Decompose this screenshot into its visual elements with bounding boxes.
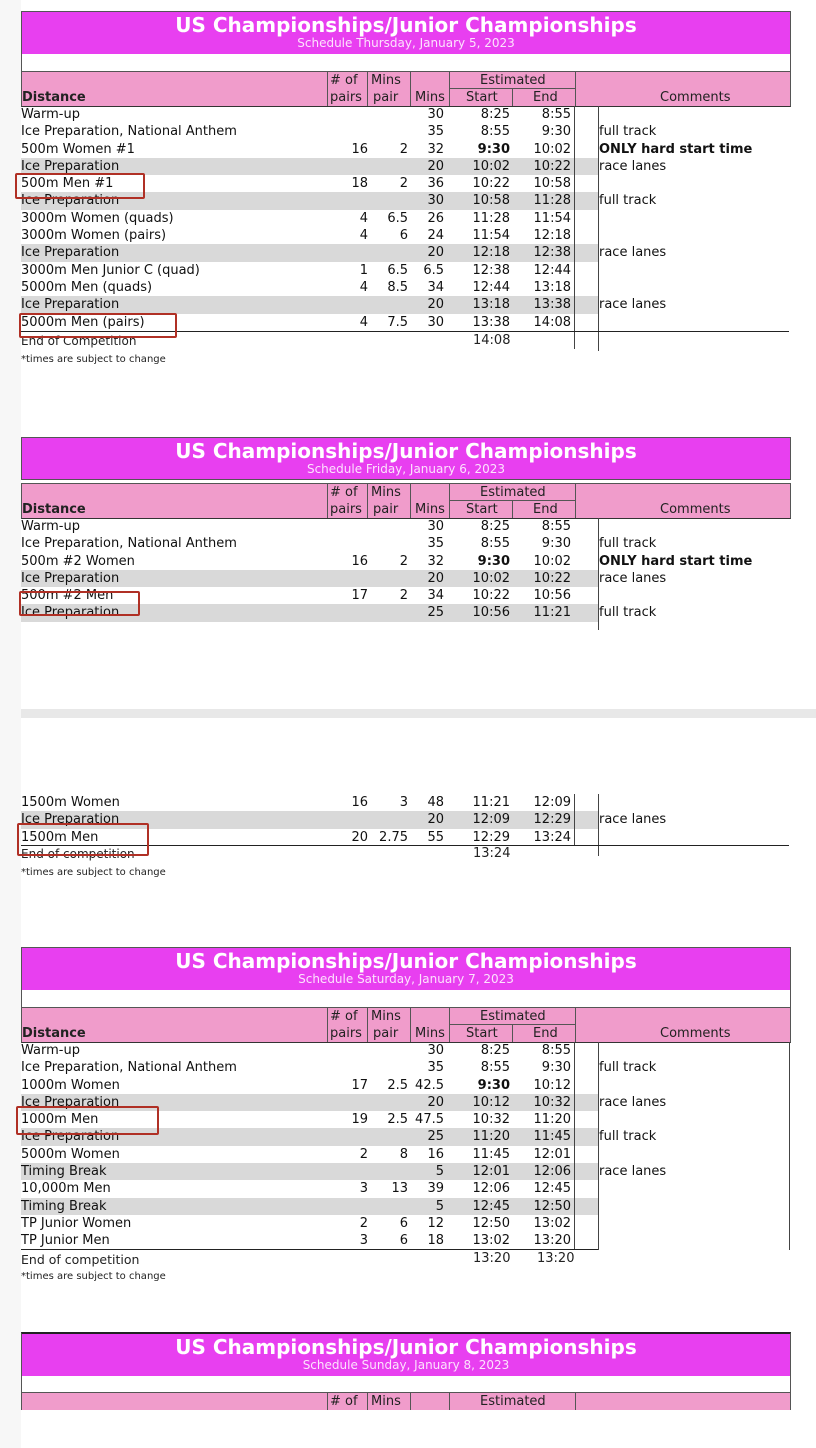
distance-cell: 500m Men #1 <box>21 176 114 192</box>
header-estimated: Estimated <box>480 73 546 88</box>
mins-per-pair-cell: 13 <box>391 1181 408 1197</box>
start-time-cell: 8:55 <box>480 1060 510 1076</box>
table-row <box>21 1077 816 1094</box>
table-row <box>21 535 816 552</box>
mins-cell: 32 <box>427 553 444 569</box>
start-time-cell: 10:02 <box>472 158 510 174</box>
start-time-cell: 8:25 <box>480 107 510 122</box>
mins-cell: 20 <box>427 297 444 313</box>
mins-cell: 47.5 <box>415 1112 444 1128</box>
pairs-cell: 2 <box>359 1146 368 1162</box>
pairs-cell: 3 <box>359 1233 368 1249</box>
header-pairs-top: # of <box>330 1009 358 1024</box>
header-pairs-bottom: pairs <box>330 502 362 517</box>
end-label: End of competition <box>21 1252 140 1267</box>
start-time-cell: 8:55 <box>480 536 510 552</box>
header-pairs-top: # of <box>330 73 358 88</box>
distance-cell: Timing Break <box>21 1164 107 1180</box>
table-row <box>21 227 816 244</box>
mins-per-pair-cell: 8 <box>399 1146 408 1162</box>
end-time-cell: 8:55 <box>541 519 571 534</box>
distance-cell: TP Junior Women <box>21 1215 132 1231</box>
start-time-cell: 12:44 <box>472 279 510 295</box>
distance-cell: 500m #2 Women <box>21 553 135 569</box>
header-pairs-top: # of <box>330 485 358 500</box>
start-time-cell: 10:56 <box>472 605 510 621</box>
start-time-cell: 12:18 <box>472 245 510 261</box>
distance-cell: 1000m Men <box>21 1112 99 1128</box>
schedule-banner <box>21 11 791 55</box>
mins-cell: 25 <box>427 605 444 621</box>
table-row <box>21 296 816 313</box>
mins-cell: 35 <box>427 1060 444 1076</box>
end-time-cell: 13:24 <box>533 829 571 845</box>
table-row <box>21 123 816 140</box>
mins-per-pair-cell: 2 <box>399 588 408 604</box>
pairs-cell: 18 <box>351 176 368 192</box>
highlight-1000m-men <box>16 1106 159 1135</box>
table-row <box>21 1232 816 1249</box>
header-distance: Distance <box>22 1026 86 1041</box>
distance-cell: 500m #2 Men <box>21 588 114 604</box>
pairs-cell: 16 <box>351 553 368 569</box>
end-time-cell: 12:06 <box>533 1164 571 1180</box>
mins-cell: 18 <box>427 1233 444 1249</box>
page-break <box>21 709 816 718</box>
mins-cell: 20 <box>427 158 444 174</box>
end-time-cell: 12:09 <box>533 795 571 810</box>
schedule-banner <box>21 437 791 480</box>
comments-cell: race lanes <box>599 158 667 174</box>
header-minspair-bottom: pair <box>373 502 399 517</box>
pairs-cell: 3 <box>359 1181 368 1197</box>
end-time-cell: 10:22 <box>533 570 571 586</box>
end-time-cell: 12:29 <box>533 812 571 828</box>
mins-cell: 35 <box>427 124 444 140</box>
header-end: End <box>533 502 558 517</box>
comments-cell: race lanes <box>599 570 667 586</box>
schedule-title: US Championships/Junior Championships <box>175 1335 637 1359</box>
header-comments: Comments <box>660 90 731 105</box>
start-time-cell: 10:02 <box>472 570 510 586</box>
highlight-500m-men-1 <box>15 173 145 199</box>
end-time-cell: 11:45 <box>533 1129 571 1145</box>
end-time-cell: 13:20 <box>533 1233 571 1249</box>
mins-cell: 25 <box>427 1129 444 1145</box>
end-time-cell: 10:56 <box>533 588 571 604</box>
comments-cell: full track <box>599 1129 657 1145</box>
highlight-500m-2-men <box>19 591 140 616</box>
distance-cell: Ice Preparation <box>21 605 120 621</box>
end-time-cell: 10:12 <box>533 1077 571 1093</box>
start-time-cell: 12:38 <box>472 262 510 278</box>
distance-cell: Warm-up <box>21 1043 80 1058</box>
schedule-title: US Championships/Junior Championships <box>175 949 637 973</box>
mins-cell: 36 <box>427 176 444 192</box>
table-row <box>21 794 816 811</box>
table-row <box>21 1042 816 1059</box>
mins-per-pair-cell: 6 <box>399 228 408 244</box>
mins-cell: 34 <box>427 588 444 604</box>
header-mins: Mins <box>415 1026 445 1041</box>
pairs-cell: 4 <box>359 210 368 226</box>
end-time-cell: 9:30 <box>541 124 571 140</box>
end-time-cell: 13:18 <box>533 279 571 295</box>
start-time-cell: 12:06 <box>472 1181 510 1197</box>
start-time-cell: 11:21 <box>472 795 510 810</box>
distance-cell: 5000m Men (pairs) <box>21 314 145 330</box>
start-time-cell: 9:30 <box>477 553 510 569</box>
mins-per-pair-cell: 2.5 <box>387 1077 408 1093</box>
start-time-cell: 10:12 <box>472 1094 510 1110</box>
header-estimated: Estimated <box>480 1394 546 1409</box>
highlight-5000m-men-pairs <box>19 313 177 338</box>
comments-cell: ONLY hard start time <box>599 553 753 569</box>
table-row <box>21 106 816 123</box>
start-time-cell: 13:38 <box>472 314 510 330</box>
start-time-cell: 8:25 <box>480 519 510 534</box>
mins-cell: 30 <box>427 107 444 122</box>
end-time: 13:20 <box>473 1251 511 1266</box>
start-time-cell: 9:30 <box>477 141 510 157</box>
mins-cell: 20 <box>427 812 444 828</box>
distance-cell: Ice Preparation <box>21 297 120 313</box>
comments-cell: full track <box>599 124 657 140</box>
mins-per-pair-cell: 6.5 <box>387 262 408 278</box>
mins-cell: 24 <box>427 228 444 244</box>
distance-cell: 10,000m Men <box>21 1181 111 1197</box>
distance-cell: Ice Preparation <box>21 245 120 261</box>
header-estimated: Estimated <box>480 1009 546 1024</box>
pairs-cell: 16 <box>351 141 368 157</box>
distance-cell: Ice Preparation, National Anthem <box>21 1060 237 1076</box>
table-row <box>21 210 816 227</box>
table-row <box>21 570 816 587</box>
mins-cell: 20 <box>427 245 444 261</box>
end-time-cell: 10:58 <box>533 176 571 192</box>
distance-cell: Ice Preparation <box>21 193 120 209</box>
header-pairs-top: # of <box>330 1394 358 1409</box>
distance-cell: Ice Preparation <box>21 570 120 586</box>
schedule-title: US Championships/Junior Championships <box>175 13 637 37</box>
header-start: Start <box>466 502 498 517</box>
header-minspair-top: Mins <box>371 1394 401 1409</box>
header-distance: Distance <box>22 90 86 105</box>
distance-cell: TP Junior Men <box>21 1233 110 1249</box>
table-row <box>21 518 816 535</box>
distance-cell: 3000m Women (pairs) <box>21 228 167 244</box>
mins-cell: 5 <box>435 1164 444 1180</box>
highlight-1500m-men <box>17 823 149 856</box>
end-time-cell: 12:50 <box>533 1198 571 1214</box>
start-time-cell: 12:45 <box>472 1198 510 1214</box>
pairs-cell: 1 <box>359 262 368 278</box>
footnote: *times are subject to change <box>21 867 166 878</box>
distance-cell: Ice Preparation, National Anthem <box>21 536 237 552</box>
mins-per-pair-cell: 2.5 <box>387 1112 408 1128</box>
table-row <box>21 1163 816 1180</box>
mins-cell: 34 <box>427 279 444 295</box>
comments-cell: race lanes <box>599 1094 667 1110</box>
end-time: 14:08 <box>473 333 511 348</box>
comments-cell: ONLY hard start time <box>599 141 753 157</box>
mins-cell: 12 <box>427 1215 444 1231</box>
header-distance: Distance <box>22 502 86 517</box>
distance-cell: 1000m Women <box>21 1077 120 1093</box>
header-minspair-bottom: pair <box>373 1026 399 1041</box>
distance-cell: Ice Preparation <box>21 812 120 828</box>
start-time-cell: 10:58 <box>472 193 510 209</box>
table-row <box>21 553 816 570</box>
table-header <box>21 1392 791 1410</box>
mins-per-pair-cell: 6 <box>399 1215 408 1231</box>
start-time-cell: 11:20 <box>472 1129 510 1145</box>
table-header <box>21 71 791 107</box>
mins-per-pair-cell: 7.5 <box>387 314 408 330</box>
mins-per-pair-cell: 2 <box>399 553 408 569</box>
distance-cell: Ice Preparation <box>21 158 120 174</box>
header-minspair-bottom: pair <box>373 90 399 105</box>
end-time-cell: 10:02 <box>533 553 571 569</box>
end-time-cell: 12:38 <box>533 245 571 261</box>
comments-cell: full track <box>599 1060 657 1076</box>
schedule-subtitle: Schedule Saturday, January 7, 2023 <box>298 972 514 986</box>
pairs-cell: 16 <box>351 795 368 810</box>
mins-per-pair-cell: 2.75 <box>379 829 408 845</box>
end-time-cell: 12:18 <box>533 228 571 244</box>
schedule-subtitle: Schedule Thursday, January 5, 2023 <box>297 36 515 50</box>
start-time-cell: 12:09 <box>472 812 510 828</box>
mins-cell: 39 <box>427 1181 444 1197</box>
left-margin <box>0 0 21 1448</box>
start-time-cell: 11:45 <box>472 1146 510 1162</box>
distance-cell: 3000m Men Junior C (quad) <box>21 262 200 278</box>
distance-cell: Warm-up <box>21 519 80 534</box>
distance-cell: 5000m Men (quads) <box>21 279 153 295</box>
pairs-cell: 4 <box>359 314 368 330</box>
pairs-cell: 20 <box>351 829 368 845</box>
start-time-cell: 10:22 <box>472 176 510 192</box>
table-row <box>21 244 816 261</box>
end-time-cell: 9:30 <box>541 1060 571 1076</box>
end-time-cell: 13:02 <box>533 1215 571 1231</box>
pairs-cell: 17 <box>351 588 368 604</box>
start-time-cell: 11:54 <box>472 228 510 244</box>
mins-cell: 42.5 <box>415 1077 444 1093</box>
table-row <box>21 1180 816 1197</box>
mins-cell: 48 <box>427 795 444 810</box>
schedule-banner <box>21 1332 791 1377</box>
schedule-rows <box>21 1042 816 1250</box>
header-minspair-top: Mins <box>371 1009 401 1024</box>
start-time-cell: 12:50 <box>472 1215 510 1231</box>
header-end: End <box>533 1026 558 1041</box>
schedule-subtitle: Schedule Friday, January 6, 2023 <box>306 462 506 476</box>
end-time-cell: 12:44 <box>533 262 571 278</box>
pairs-cell: 2 <box>359 1215 368 1231</box>
pairs-cell: 4 <box>359 228 368 244</box>
schedule-subtitle: Schedule Sunday, January 8, 2023 <box>302 1358 510 1372</box>
pairs-cell: 17 <box>351 1077 368 1093</box>
distance-cell: Timing Break <box>21 1198 107 1214</box>
header-mins: Mins <box>415 90 445 105</box>
end-time-cell: 12:01 <box>533 1146 571 1162</box>
end-time-cell: 10:02 <box>533 141 571 157</box>
distance-cell: Ice Preparation <box>21 1094 120 1110</box>
end-time-end: 13:20 <box>537 1251 575 1266</box>
table-header <box>21 1007 791 1043</box>
table-row <box>21 262 816 279</box>
schedule-rows <box>21 106 816 331</box>
end-time-cell: 8:55 <box>541 1043 571 1058</box>
mins-per-pair-cell: 2 <box>399 176 408 192</box>
comments-cell: full track <box>599 536 657 552</box>
end-time: 13:24 <box>473 846 511 861</box>
table-row <box>21 141 816 158</box>
end-time-cell: 11:21 <box>533 605 571 621</box>
distance-cell: 3000m Women (quads) <box>21 210 174 226</box>
mins-cell: 30 <box>427 193 444 209</box>
table-row <box>21 1215 816 1232</box>
start-time-cell: 8:25 <box>480 1043 510 1058</box>
start-time-cell: 8:55 <box>480 124 510 140</box>
table-row <box>21 604 816 621</box>
banner-gap <box>21 1376 791 1392</box>
table-row <box>21 1059 816 1076</box>
mins-cell: 20 <box>427 1094 444 1110</box>
mins-cell: 30 <box>427 519 444 534</box>
mins-cell: 6.5 <box>423 262 444 278</box>
schedule-rows <box>21 518 816 622</box>
start-time-cell: 12:01 <box>472 1164 510 1180</box>
end-label: End of competition <box>21 847 135 861</box>
start-time-cell: 13:18 <box>472 297 510 313</box>
mins-cell: 20 <box>427 570 444 586</box>
distance-cell: 5000m Women <box>21 1146 120 1162</box>
comments-cell: race lanes <box>599 1164 667 1180</box>
table-header <box>21 483 791 519</box>
header-mins: Mins <box>415 502 445 517</box>
header-minspair-top: Mins <box>371 485 401 500</box>
table-row <box>21 587 816 604</box>
distance-cell: 1500m Women <box>21 795 120 810</box>
mins-per-pair-cell: 8.5 <box>387 279 408 295</box>
header-minspair-top: Mins <box>371 73 401 88</box>
distance-cell: Ice Preparation <box>21 1129 120 1145</box>
distance-cell: 500m Women #1 <box>21 141 135 157</box>
banner-gap <box>21 54 791 71</box>
mins-per-pair-cell: 3 <box>399 795 408 810</box>
mins-per-pair-cell: 6.5 <box>387 210 408 226</box>
start-time-cell: 13:02 <box>472 1233 510 1249</box>
mins-cell: 5 <box>435 1198 444 1214</box>
mins-cell: 26 <box>427 210 444 226</box>
end-time-cell: 10:22 <box>533 158 571 174</box>
end-label: End of Competition <box>21 334 137 348</box>
footnote: *times are subject to change <box>21 1271 166 1282</box>
footnote: *times are subject to change <box>21 354 166 365</box>
mins-per-pair-cell: 2 <box>399 141 408 157</box>
mins-cell: 30 <box>427 1043 444 1058</box>
distance-cell: Ice Preparation, National Anthem <box>21 124 237 140</box>
start-time-cell: 11:28 <box>472 210 510 226</box>
mins-cell: 35 <box>427 536 444 552</box>
distance-cell: Warm-up <box>21 107 80 122</box>
start-time-cell: 9:30 <box>477 1077 510 1093</box>
end-time-cell: 14:08 <box>533 314 571 330</box>
mins-cell: 32 <box>427 141 444 157</box>
table-row <box>21 1146 816 1163</box>
mins-cell: 16 <box>427 1146 444 1162</box>
comments-cell: race lanes <box>599 245 667 261</box>
end-time-cell: 10:32 <box>533 1094 571 1110</box>
header-start: Start <box>466 1026 498 1041</box>
header-end: End <box>533 90 558 105</box>
start-time-cell: 10:22 <box>472 588 510 604</box>
header-estimated: Estimated <box>480 485 546 500</box>
mins-cell: 55 <box>427 829 444 845</box>
start-time-cell: 10:32 <box>472 1112 510 1128</box>
header-pairs-bottom: pairs <box>330 1026 362 1041</box>
end-time-cell: 8:55 <box>541 107 571 122</box>
end-time-cell: 11:20 <box>533 1112 571 1128</box>
end-time-cell: 13:38 <box>533 297 571 313</box>
mins-cell: 30 <box>427 314 444 330</box>
table-row <box>21 279 816 296</box>
schedule-banner <box>21 947 791 991</box>
end-time-cell: 11:54 <box>533 210 571 226</box>
end-time-cell: 12:45 <box>533 1181 571 1197</box>
header-start: Start <box>466 90 498 105</box>
comments-cell: full track <box>599 605 657 621</box>
header-comments: Comments <box>660 502 731 517</box>
table-row <box>21 1198 816 1215</box>
header-comments: Comments <box>660 1026 731 1041</box>
banner-gap <box>21 990 791 1007</box>
pairs-cell: 4 <box>359 279 368 295</box>
pairs-cell: 19 <box>351 1112 368 1128</box>
mins-per-pair-cell: 6 <box>399 1233 408 1249</box>
end-time-cell: 9:30 <box>541 536 571 552</box>
comments-cell: full track <box>599 193 657 209</box>
schedule-title: US Championships/Junior Championships <box>175 439 637 463</box>
end-time-cell: 11:28 <box>533 193 571 209</box>
start-time-cell: 12:29 <box>472 829 510 845</box>
distance-cell: 1500m Men <box>21 829 99 845</box>
header-pairs-bottom: pairs <box>330 90 362 105</box>
comments-cell: race lanes <box>599 297 667 313</box>
comments-cell: race lanes <box>599 812 667 828</box>
